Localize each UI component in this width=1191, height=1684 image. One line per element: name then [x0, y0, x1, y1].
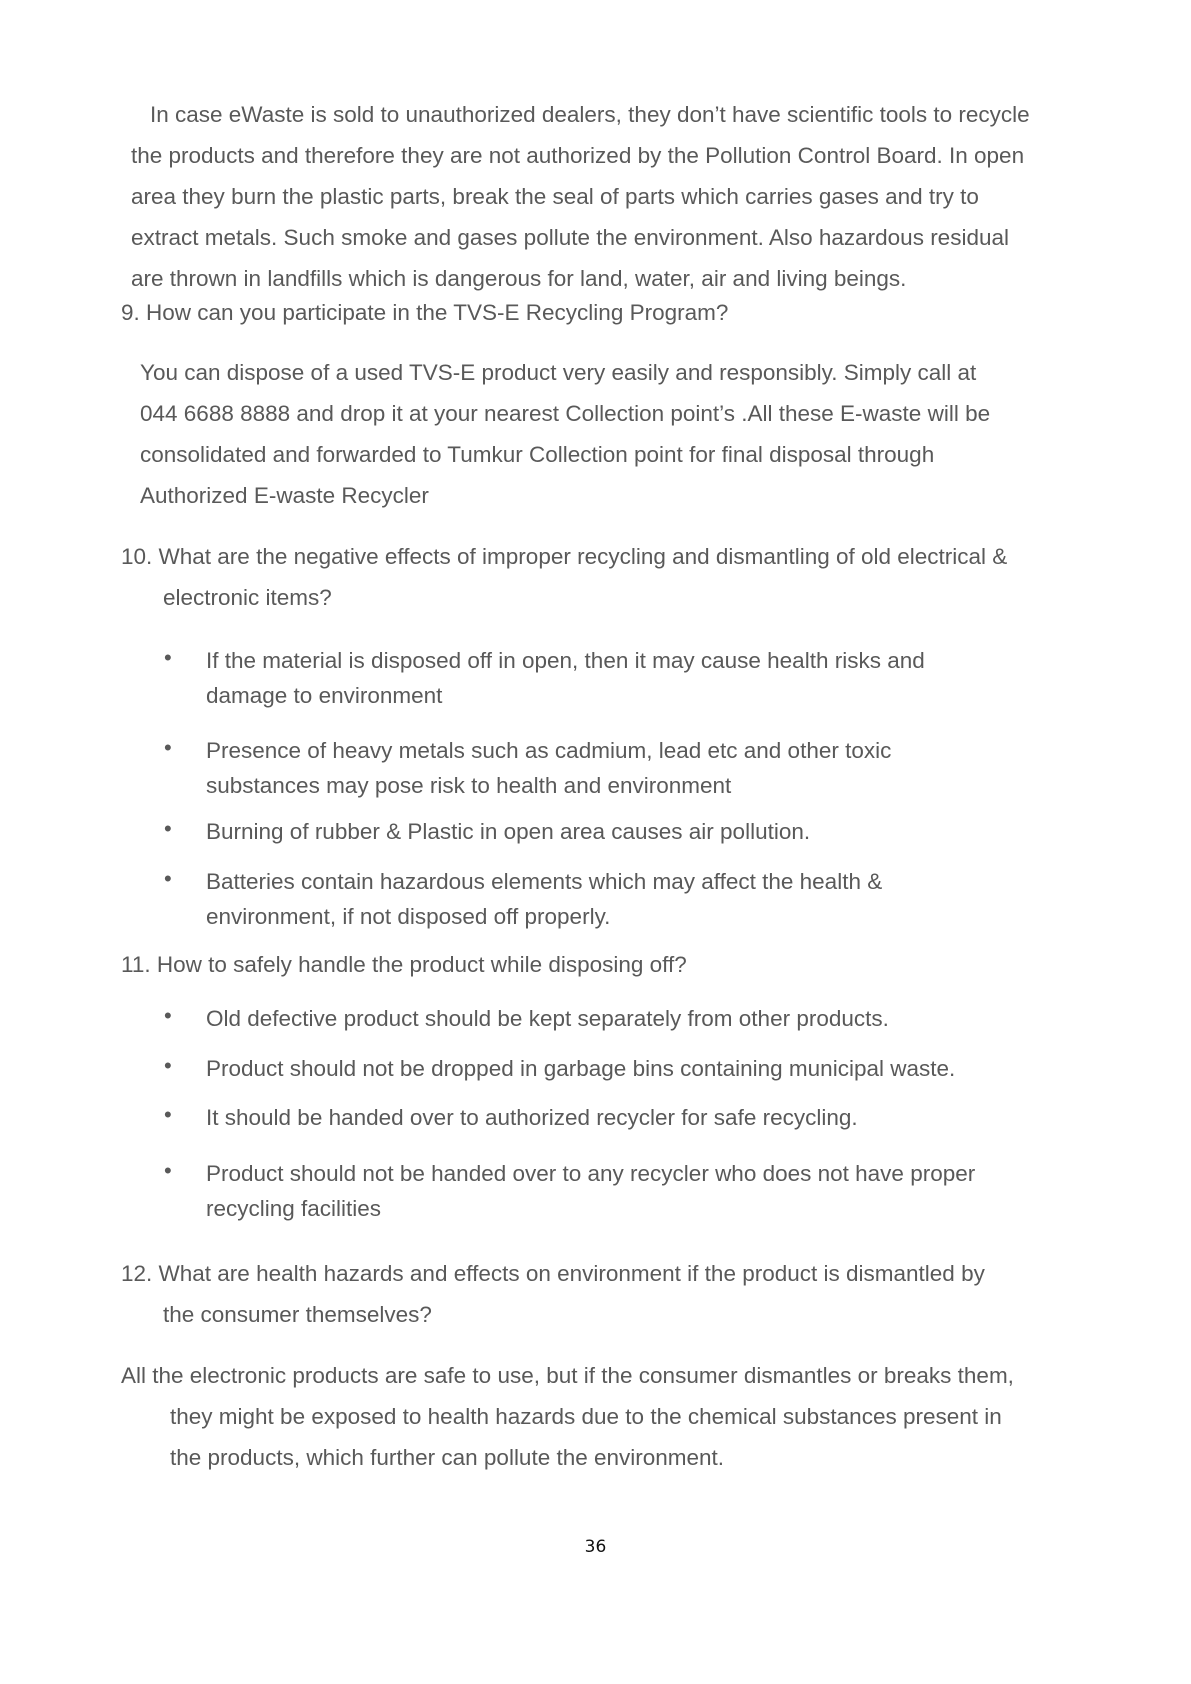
question-11: 11. How to safely handle the product while disposing off? [121, 952, 687, 977]
bullet-icon: • [164, 816, 172, 841]
question-9: 9. How can you participate in the TVS-E Recycling Program? [121, 300, 729, 325]
list-item: Batteries contain hazardous elements which may affect the health & [206, 869, 883, 894]
list-item: It should be handed over to authorized recycler for safe recycling. [206, 1105, 858, 1130]
intro-line: In case eWaste is sold to unauthorized dealers, they don’t have scientific tools to recycle [150, 102, 1030, 127]
list-item: environment, if not disposed off properly. [206, 904, 611, 929]
bullet-icon: • [164, 645, 172, 670]
question-line: the consumer themselves? [163, 1302, 432, 1327]
answer-line: consolidated and forwarded to Tumkur Collection point for final disposal through [140, 442, 935, 467]
intro-line: extract metals. Such smoke and gases pollute the environment. Also hazardous residual [131, 225, 1009, 250]
bullet-icon: • [164, 735, 172, 760]
question-line: 12. What are health hazards and effects on environment if the product is dismantled by [121, 1261, 985, 1286]
bullet-icon: • [164, 1003, 172, 1028]
answer-line: You can dispose of a used TVS-E product very easily and responsibly. Simply call at [140, 360, 977, 385]
list-item: damage to environment [206, 683, 443, 708]
page-number: 36 [584, 1537, 607, 1557]
list-item: Old defective product should be kept separately from other products. [206, 1006, 889, 1031]
answer-line: Authorized E-waste Recycler [140, 483, 429, 508]
list-item: Product should not be handed over to any recycler who does not have proper [206, 1161, 976, 1186]
list-item: If the material is disposed off in open, then it may cause health risks and [206, 648, 925, 673]
list-item: recycling facilities [206, 1196, 382, 1221]
bullet-icon: • [164, 866, 172, 891]
intro-line: are thrown in landfills which is dangerous for land, water, air and living beings. [131, 266, 907, 291]
answer-line: they might be exposed to health hazards due to the chemical substances present in [170, 1404, 1002, 1429]
intro-line: the products and therefore they are not authorized by the Pollution Control Board. In open [131, 143, 1025, 168]
answer-line: the products, which further can pollute the environment. [170, 1445, 725, 1470]
list-item: Product should not be dropped in garbage bins containing municipal waste. [206, 1056, 956, 1081]
answer-line: All the electronic products are safe to use, but if the consumer dismantles or breaks them, [121, 1363, 1014, 1388]
bullet-icon: • [164, 1102, 172, 1127]
question-line: 10. What are the negative effects of improper recycling and dismantling of old electrical & [121, 544, 1008, 569]
question-line: electronic items? [163, 585, 332, 610]
bullet-icon: • [164, 1053, 172, 1078]
list-item: substances may pose risk to health and environment [206, 773, 732, 798]
answer-line: 044 6688 8888 and drop it at your nearest Collection point’s .All these E-waste will be [140, 401, 991, 426]
bullet-icon: • [164, 1158, 172, 1183]
list-item: Burning of rubber & Plastic in open area causes air pollution. [206, 819, 811, 844]
intro-line: area they burn the plastic parts, break the seal of parts which carries gases and try to [131, 184, 979, 209]
list-item: Presence of heavy metals such as cadmium, lead etc and other toxic [206, 738, 892, 763]
